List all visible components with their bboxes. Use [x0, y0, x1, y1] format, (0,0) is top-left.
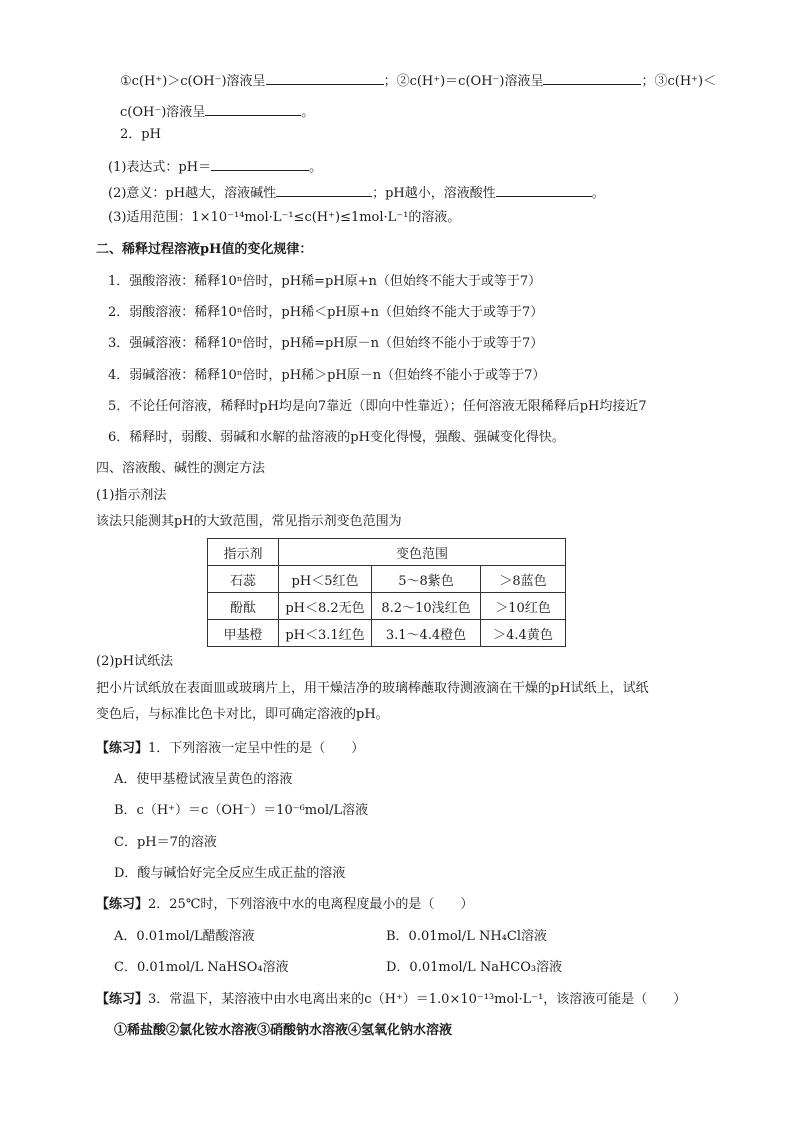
table-cell: 甲基橙: [208, 620, 279, 647]
ph-meaning-text-1: (2)意义：pH越大，溶液碱性: [108, 186, 277, 201]
table-cell: 8.2～10浅红色: [372, 593, 481, 620]
table-cell: pH＜5红色: [279, 566, 372, 593]
exercise-3-stem: [96, 990, 686, 1010]
table-cell: ＞8蓝色: [481, 566, 566, 593]
section-4-title: 四、溶液酸、碱性的测定方法: [96, 461, 266, 476]
table-cell: pH＜8.2无色: [279, 593, 372, 620]
exercise-1-option-b: B．c（H⁺）＝c（OH⁻）＝10⁻⁶mol/L溶液: [114, 803, 369, 818]
ph-section-title: 2．pH: [120, 127, 161, 142]
table-header-row: [208, 539, 566, 566]
ph-paper-method-title: (2)pH试纸法: [96, 654, 174, 669]
answer-blank-4[interactable]: [211, 156, 309, 171]
ph-meaning-line: [108, 182, 605, 204]
table-cell: pH＜3.1红色: [279, 620, 372, 647]
exercise-tag: 【练习】: [96, 992, 149, 1007]
dilution-rule-5: 5．不论任何溶液，稀释时pH均是向7靠近（即向中性靠近）；任何溶液无限稀释后pH均接近7: [108, 399, 647, 414]
exercise-tag: 【练习】: [96, 741, 149, 756]
table-cell: 5～8紫色: [372, 566, 481, 593]
table-cell: 石蕊: [208, 566, 279, 593]
condition-1-text: ①c(H⁺)＞c(OH⁻)溶液呈: [120, 74, 266, 89]
exercise-1-option-c: C．pH＝7的溶液: [114, 835, 217, 850]
answer-blank-6[interactable]: [496, 182, 592, 197]
dilution-rule-4: 4．弱碱溶液：稀释10ⁿ倍时，pH稀＞pH原－n（但始终不能小于或等于7）: [108, 368, 546, 383]
answer-blank-5[interactable]: [276, 182, 372, 197]
period-text: 。: [301, 105, 315, 120]
exercise-3-question: 3．常温下，某溶液中由水电离出来的c（H⁺）＝1.0×10⁻¹³mol·L⁻¹，该溶液可能是（ ）: [148, 992, 687, 1007]
table-header-cell: 指示剂: [208, 539, 279, 566]
period-text: 。: [309, 160, 323, 175]
exercise-2-question: 2．25℃时，下列溶液中水的电离程度最小的是（ ）: [148, 897, 474, 912]
exercise-1-question: 1．下列溶液一定呈中性的是（ ）: [148, 741, 365, 756]
exercise-2-stem: [96, 895, 473, 915]
table-row: [208, 593, 566, 620]
indicator-table: [207, 538, 566, 647]
table-cell: 酚酞: [208, 593, 279, 620]
condition-3-cont-text: c(OH⁻)溶液呈: [120, 105, 206, 120]
exercise-2-option-a: A．0.01mol/L醋酸溶液: [114, 929, 255, 944]
table-cell: ＞10红色: [481, 593, 566, 620]
section-2-title: 二、稀释过程溶液pH值的变化规律：: [96, 242, 313, 257]
ph-paper-method-desc-1: 把小片试纸放在表面皿或玻璃片上，用干燥洁净的玻璃棒蘸取待测液滴在干燥的pH试纸上，试纸: [96, 681, 649, 696]
condition-3-text: ；③c(H⁺)＜: [641, 74, 717, 89]
dilution-rule-6: 6．稀释时，弱酸、弱碱和水解的盐溶液的pH变化得慢，强酸、强碱变化得快。: [108, 430, 565, 445]
exercise-1-option-d: D．酸与碱恰好完全反应生成正盐的溶液: [114, 866, 346, 881]
exercise-tag: 【练习】: [96, 897, 149, 912]
dilution-rule-3: 3．强碱溶液：稀释10ⁿ倍时，pH稀=pH原－n（但始终不能小于或等于7）: [108, 336, 544, 351]
ph-expression-text: (1)表达式：pH＝: [108, 160, 212, 175]
ph-range-line: (3)适用范围：1×10⁻¹⁴mol·L⁻¹≤c(H⁺)≤1mol·L⁻¹的溶液。: [108, 210, 461, 225]
ph-paper-method-desc-2: 变色后，与标准比色卡对比，即可确定溶液的pH。: [96, 707, 389, 722]
table-row: [208, 566, 566, 593]
indicator-method-title: (1)指示剂法: [96, 488, 167, 503]
indicator-method-desc: 该法只能测其pH的大致范围，常见指示剂变色范围为: [96, 514, 402, 529]
neutrality-line-1: [120, 70, 716, 92]
period-text: 。: [591, 186, 605, 201]
table-header-cell: 变色范围: [279, 539, 566, 566]
ph-meaning-text-2: ；pH越小，溶液酸性: [372, 186, 496, 201]
exercise-1-stem: [96, 739, 364, 759]
exercise-3-options: ①稀盐酸②氯化铵水溶液③硝酸钠水溶液④氢氧化钠水溶液: [114, 1023, 453, 1038]
dilution-rule-1: 1．强酸溶液：稀释10ⁿ倍时，pH稀=pH原+n（但始终不能大于或等于7）: [108, 274, 542, 289]
answer-blank-2[interactable]: [543, 70, 641, 85]
condition-2-text: ；②c(H⁺)＝c(OH⁻)溶液呈: [383, 74, 544, 89]
neutrality-line-2: [120, 101, 314, 123]
answer-blank-1[interactable]: [266, 70, 384, 85]
table-cell: ＞4.4黄色: [481, 620, 566, 647]
table-cell: 3.1～4.4橙色: [372, 620, 481, 647]
exercise-1-option-a: A．使甲基橙试液呈黄色的溶液: [114, 772, 293, 787]
answer-blank-3[interactable]: [205, 101, 301, 116]
exercise-2-option-c: C．0.01mol/L NaHSO₄溶液: [114, 960, 289, 975]
exercise-2-option-b: B．0.01mol/L NH₄Cl溶液: [386, 929, 547, 944]
table-row: [208, 620, 566, 647]
exercise-2-option-d: D．0.01mol/L NaHCO₃溶液: [386, 960, 563, 975]
ph-expression-line: [108, 156, 322, 178]
dilution-rule-2: 2．弱酸溶液：稀释10ⁿ倍时，pH稀＜pH原+n（但始终不能大于或等于7）: [108, 305, 544, 320]
